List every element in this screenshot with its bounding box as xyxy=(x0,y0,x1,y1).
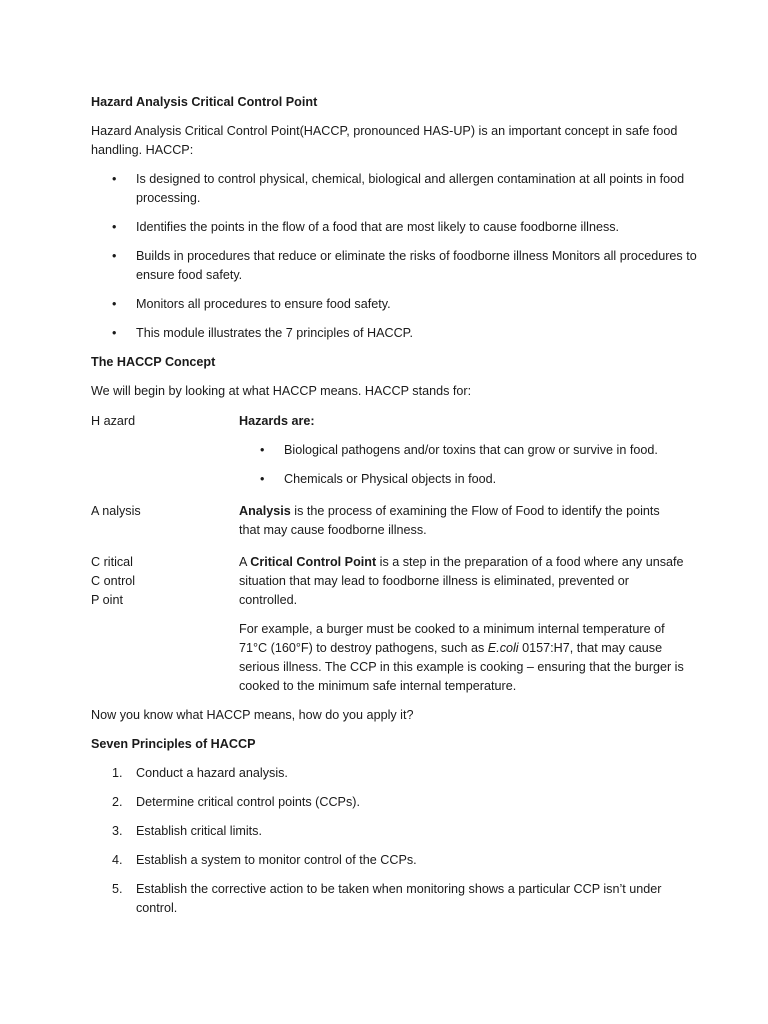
ccp-text: is a step in the preparation of a food where any unsafe situation that may lead to foodborne illness is eliminated, prevented or controlled. xyxy=(239,555,684,607)
analysis-text: is the process of examining the Flow of Food to identify the points that may cause foodborne illness. xyxy=(239,504,660,537)
list-item: • Biological pathogens and/or toxins that can grow or survive in food. xyxy=(260,441,704,460)
list-text: Establish a system to monitor control of the CCPs. xyxy=(136,853,417,867)
list-item xyxy=(112,822,706,841)
example-text: 0157:H7, that may cause serious illness. The CCP in this example is cooking – ensuring that the burger is cooked to the minimum safe internal temperature. xyxy=(239,641,684,693)
ccp-definition xyxy=(239,553,684,610)
list-item: • This module illustrates the 7 principles of HACCP. xyxy=(112,324,706,343)
list-item xyxy=(112,851,706,870)
list-text: Determine critical control points (CCPs). xyxy=(136,795,360,809)
list-number: 3. xyxy=(112,824,123,838)
hazard-label: H azard xyxy=(91,414,136,428)
list-item: • Builds in procedures that reduce or eliminate the risks of foodborne illness Monitors all procedures to ensure food safety. xyxy=(112,247,706,285)
apply-paragraph: Now you know what HACCP means, how do you apply it? xyxy=(91,708,414,722)
list-number: 1. xyxy=(112,766,123,780)
page-title: Hazard Analysis Critical Control Point xyxy=(91,95,318,109)
list-item xyxy=(112,880,706,918)
ccp-label-line: C ontrol xyxy=(91,574,136,588)
ccp-example xyxy=(239,620,684,696)
list-item xyxy=(112,764,706,783)
intro-paragraph: Hazard Analysis Critical Control Point(HACCP, pronounced HAS-UP) is an important concept in safe food handling. HACCP: xyxy=(91,124,678,157)
example-text: For example, a burger must be cooked to a minimum internal temperature of 71°C (160°F) to destroy pathogens, such as xyxy=(239,622,665,655)
list-item: • Is designed to control physical, chemical, biological and allergen contamination at all points in food processing. xyxy=(112,170,706,208)
analysis-label: A nalysis xyxy=(91,504,141,518)
list-item: • Identifies the points in the flow of a food that are most likely to cause foodborne illness. xyxy=(112,218,706,237)
list-item: • Monitors all procedures to ensure food safety. xyxy=(112,295,706,314)
hazard-heading: Hazards are: xyxy=(239,414,315,428)
ccp-label xyxy=(91,553,231,610)
ccp-label-line: C ritical xyxy=(91,555,133,569)
principles-heading: Seven Principles of HACCP xyxy=(91,737,256,751)
ecoli-term: E.coli xyxy=(487,641,519,655)
analysis-definition xyxy=(239,502,684,540)
ccp-label-line: P oint xyxy=(91,593,123,607)
list-text: Establish critical limits. xyxy=(136,824,262,838)
ccp-term: Critical Control Point xyxy=(250,555,377,569)
list-number: 2. xyxy=(112,795,123,809)
list-number: 5. xyxy=(112,882,123,896)
concept-heading: The HACCP Concept xyxy=(91,355,216,369)
list-number: 4. xyxy=(112,853,123,867)
list-item: • Chemicals or Physical objects in food. xyxy=(260,470,704,489)
list-text: Establish the corrective action to be taken when monitoring shows a particular CCP isn’t under control. xyxy=(136,882,662,915)
concept-intro: We will begin by looking at what HACCP means. HACCP stands for: xyxy=(91,384,472,398)
list-text: Conduct a hazard analysis. xyxy=(136,766,288,780)
ccp-prefix: A xyxy=(239,555,251,569)
list-item xyxy=(112,793,706,812)
analysis-term: Analysis xyxy=(239,504,291,518)
